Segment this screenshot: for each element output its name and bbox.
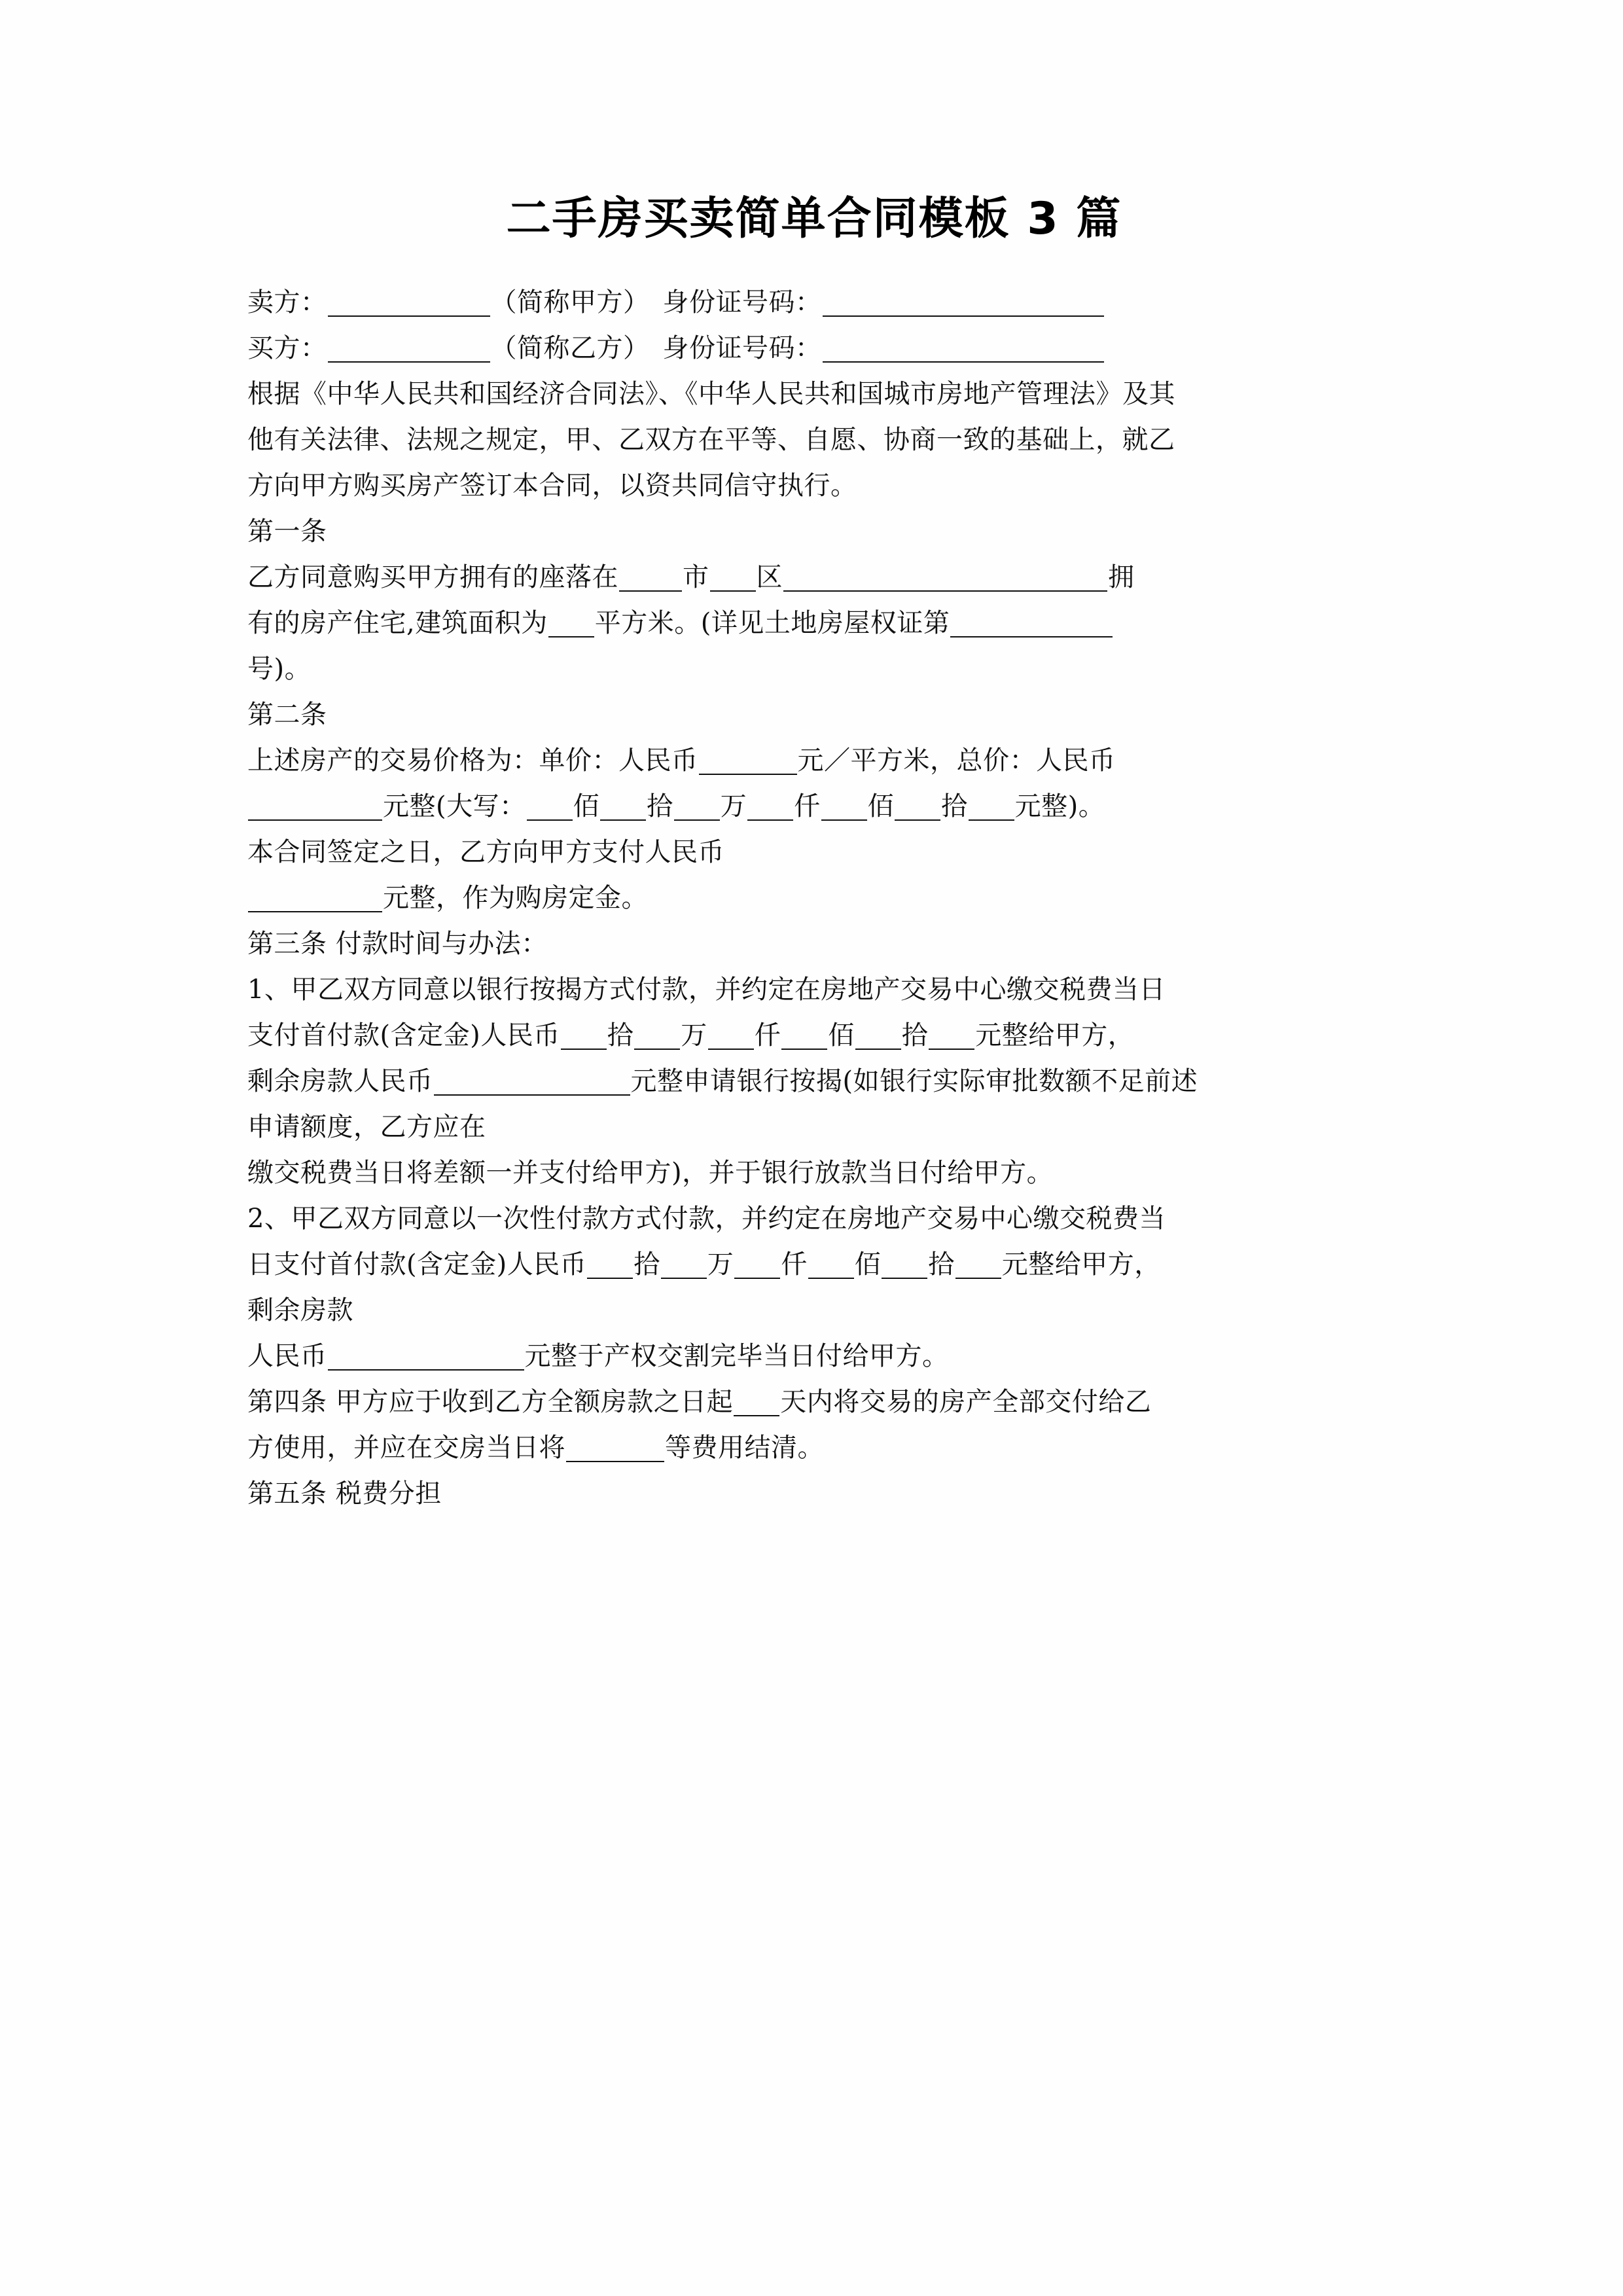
seller-id-blank[interactable] <box>823 289 1104 317</box>
m1-unit-bai: 佰 <box>828 1020 855 1050</box>
m2-bai-blank[interactable] <box>808 1251 854 1279</box>
m1-unit-yuanzheng: 元整给甲方， <box>975 1020 1135 1050</box>
seller-name-blank[interactable] <box>328 289 490 317</box>
article-2-heading: 第二条 <box>247 699 327 730</box>
m1-shi2-blank[interactable] <box>855 1022 901 1050</box>
amount-yuan-blank-1[interactable] <box>969 793 1014 821</box>
article-2-text-b: 元／平方米，总价：人民币 <box>797 745 1116 776</box>
m1-shi-blank[interactable] <box>561 1022 607 1050</box>
amount-bai2-blank-1[interactable] <box>821 793 867 821</box>
article-3-item-1-line-1: 1、甲乙双方同意以银行按揭方式付款，并约定在房地产交易中心缴交税费当日 <box>247 974 1166 1005</box>
article-1-heading: 第一条 <box>247 516 327 547</box>
article-2-text-c: 元整(大写： <box>383 791 526 821</box>
preamble-line-3: 方向甲方购买房产签订本合同，以资共同信守执行。 <box>247 470 857 501</box>
article-3-item-1-line-4: 申请额度，乙方应在 <box>247 1111 486 1142</box>
article-2-line-4 <box>247 875 1381 921</box>
item-1-text-b: 剩余房款人民币 <box>247 1066 433 1096</box>
article-1-text-f: 平方米。(详见土地房屋权证第 <box>594 607 950 638</box>
unit-shi-1: 拾 <box>647 791 673 821</box>
article-2-text-d: 元整，作为购房定金。 <box>383 882 648 913</box>
buyer-alias: （简称乙方） <box>490 332 650 363</box>
remaining-amount-blank-1[interactable] <box>434 1068 630 1096</box>
seller-line <box>247 279 1381 325</box>
cert-number-blank[interactable] <box>950 610 1113 637</box>
m1-unit-wan: 万 <box>681 1020 707 1050</box>
unit-wan-1: 万 <box>720 791 747 821</box>
article-4-text-b: 天内将交易的房产全部交付给乙 <box>780 1386 1152 1417</box>
article-3-item-2-line-1: 2、甲乙双方同意以一次性付款方式付款，并约定在房地产交易中心缴交税费当 <box>247 1203 1166 1234</box>
district-blank[interactable] <box>710 564 756 592</box>
unit-yuanzheng-1: 元整)。 <box>1014 791 1105 821</box>
preamble-line-1: 根据《中华人民共和国经济合同法》、《中华人民共和国城市房地产管理法》及其 <box>247 378 1175 409</box>
m2-unit-shi2: 拾 <box>928 1249 955 1280</box>
item-1-text-a: 支付首付款(含定金)人民币 <box>247 1020 560 1050</box>
unit-bai-1: 佰 <box>573 791 600 821</box>
buyer-label: 买方： <box>247 332 327 363</box>
article-1-text-d: 拥 <box>1108 562 1135 592</box>
m2-unit-yuanzheng: 元整给甲方， <box>1001 1249 1161 1280</box>
amount-shi2-blank-1[interactable] <box>895 793 940 821</box>
m2-yuan-blank[interactable] <box>955 1251 1001 1279</box>
article-3-item-2-line-2 <box>247 1242 1381 1287</box>
article-1-line-3: 号)。 <box>247 653 312 684</box>
m2-unit-qian: 仟 <box>781 1249 808 1280</box>
total-price-blank[interactable] <box>248 793 382 821</box>
remaining-amount-blank-2[interactable] <box>328 1343 524 1371</box>
buyer-id-label: 身份证号码： <box>662 332 822 363</box>
article-1-line-1 <box>247 554 1381 600</box>
article-1-line-2 <box>247 600 1381 646</box>
article-3-item-2-line-3: 剩余房款 <box>247 1295 353 1325</box>
seller-id-label: 身份证号码： <box>662 287 822 317</box>
amount-shi-blank-1[interactable] <box>600 793 646 821</box>
fees-blank[interactable] <box>566 1435 664 1462</box>
article-2-text-a: 上述房产的交易价格为：单价：人民币 <box>247 745 698 776</box>
buyer-name-blank[interactable] <box>328 335 490 363</box>
m2-shi-blank[interactable] <box>587 1251 633 1279</box>
m1-yuan-blank[interactable] <box>929 1022 974 1050</box>
preamble-line-2: 他有关法律、法规之规定，甲、乙双方在平等、自愿、协商一致的基础上，就乙 <box>247 424 1175 455</box>
article-3-item-2-line-4 <box>247 1333 1381 1379</box>
m2-unit-bai: 佰 <box>854 1249 882 1280</box>
city-blank[interactable] <box>619 564 682 592</box>
buyer-line <box>247 325 1381 371</box>
district-unit: 区 <box>756 562 783 592</box>
deposit-blank[interactable] <box>248 885 382 912</box>
m1-bai-blank[interactable] <box>781 1022 827 1050</box>
amount-qian-blank-1[interactable] <box>747 793 793 821</box>
m1-unit-shi: 拾 <box>607 1020 634 1050</box>
item-1-text-c: 元整申请银行按揭(如银行实际审批数额不足前述 <box>630 1066 1198 1096</box>
m2-qian-blank[interactable] <box>734 1251 780 1279</box>
article-4-text-d: 等费用结清。 <box>665 1432 824 1463</box>
article-2-line-2 <box>247 783 1381 829</box>
article-3-item-1-line-2 <box>247 1013 1381 1058</box>
unit-qian-1: 仟 <box>794 791 821 821</box>
unit-shi-2: 拾 <box>941 791 968 821</box>
unit-price-blank[interactable] <box>699 747 797 775</box>
m2-shi2-blank[interactable] <box>882 1251 927 1279</box>
m2-wan-blank[interactable] <box>661 1251 707 1279</box>
seller-alias: （简称甲方） <box>490 287 650 317</box>
article-4-text-c: 方使用，并应在交房当日将 <box>247 1432 565 1463</box>
item-2-text-a: 日支付首付款(含定金)人民币 <box>247 1249 587 1280</box>
unit-bai-2: 佰 <box>867 791 895 821</box>
article-5-heading: 第五条 税费分担 <box>247 1478 442 1509</box>
m1-unit-qian: 仟 <box>754 1020 781 1050</box>
item-2-text-c: 元整于产权交割完毕当日付给甲方。 <box>524 1340 949 1371</box>
article-3-item-1-line-3 <box>247 1058 1381 1104</box>
article-3-heading: 第三条 付款时间与办法： <box>247 928 548 959</box>
m1-wan-blank[interactable] <box>634 1022 680 1050</box>
area-blank[interactable] <box>548 610 594 637</box>
item-2-text-b: 人民币 <box>247 1340 327 1371</box>
city-unit: 市 <box>683 562 709 592</box>
m1-qian-blank[interactable] <box>708 1022 754 1050</box>
article-4-line-2 <box>247 1425 1381 1471</box>
seller-label: 卖方： <box>247 287 327 317</box>
amount-wan-blank-1[interactable] <box>674 793 720 821</box>
page-title: 二手房买卖简单合同模板 3 篇 <box>506 192 1122 245</box>
amount-bai-blank-1[interactable] <box>527 793 573 821</box>
m2-unit-shi: 拾 <box>633 1249 660 1280</box>
article-3-item-1-line-5: 缴交税费当日将差额一并支付给甲方)，并于银行放款当日付给甲方。 <box>247 1157 1054 1188</box>
article-4-text-a: 第四条 甲方应于收到乙方全额房款之日起 <box>247 1386 734 1417</box>
article-2-line-3: 本合同签定之日，乙方向甲方支付人民币 <box>247 836 724 867</box>
document-body <box>247 0 1381 1516</box>
article-1-text-a: 乙方同意购买甲方拥有的座落在 <box>247 562 618 592</box>
m2-unit-wan: 万 <box>707 1249 734 1280</box>
article-4-line-1 <box>247 1379 1381 1425</box>
buyer-id-blank[interactable] <box>823 335 1104 363</box>
article-1-text-e: 有的房产住宅,建筑面积为 <box>247 607 548 638</box>
handover-days-blank[interactable] <box>734 1389 779 1416</box>
address-blank[interactable] <box>783 564 1107 592</box>
m1-unit-shi2: 拾 <box>901 1020 929 1050</box>
article-2-line-1 <box>247 738 1381 783</box>
